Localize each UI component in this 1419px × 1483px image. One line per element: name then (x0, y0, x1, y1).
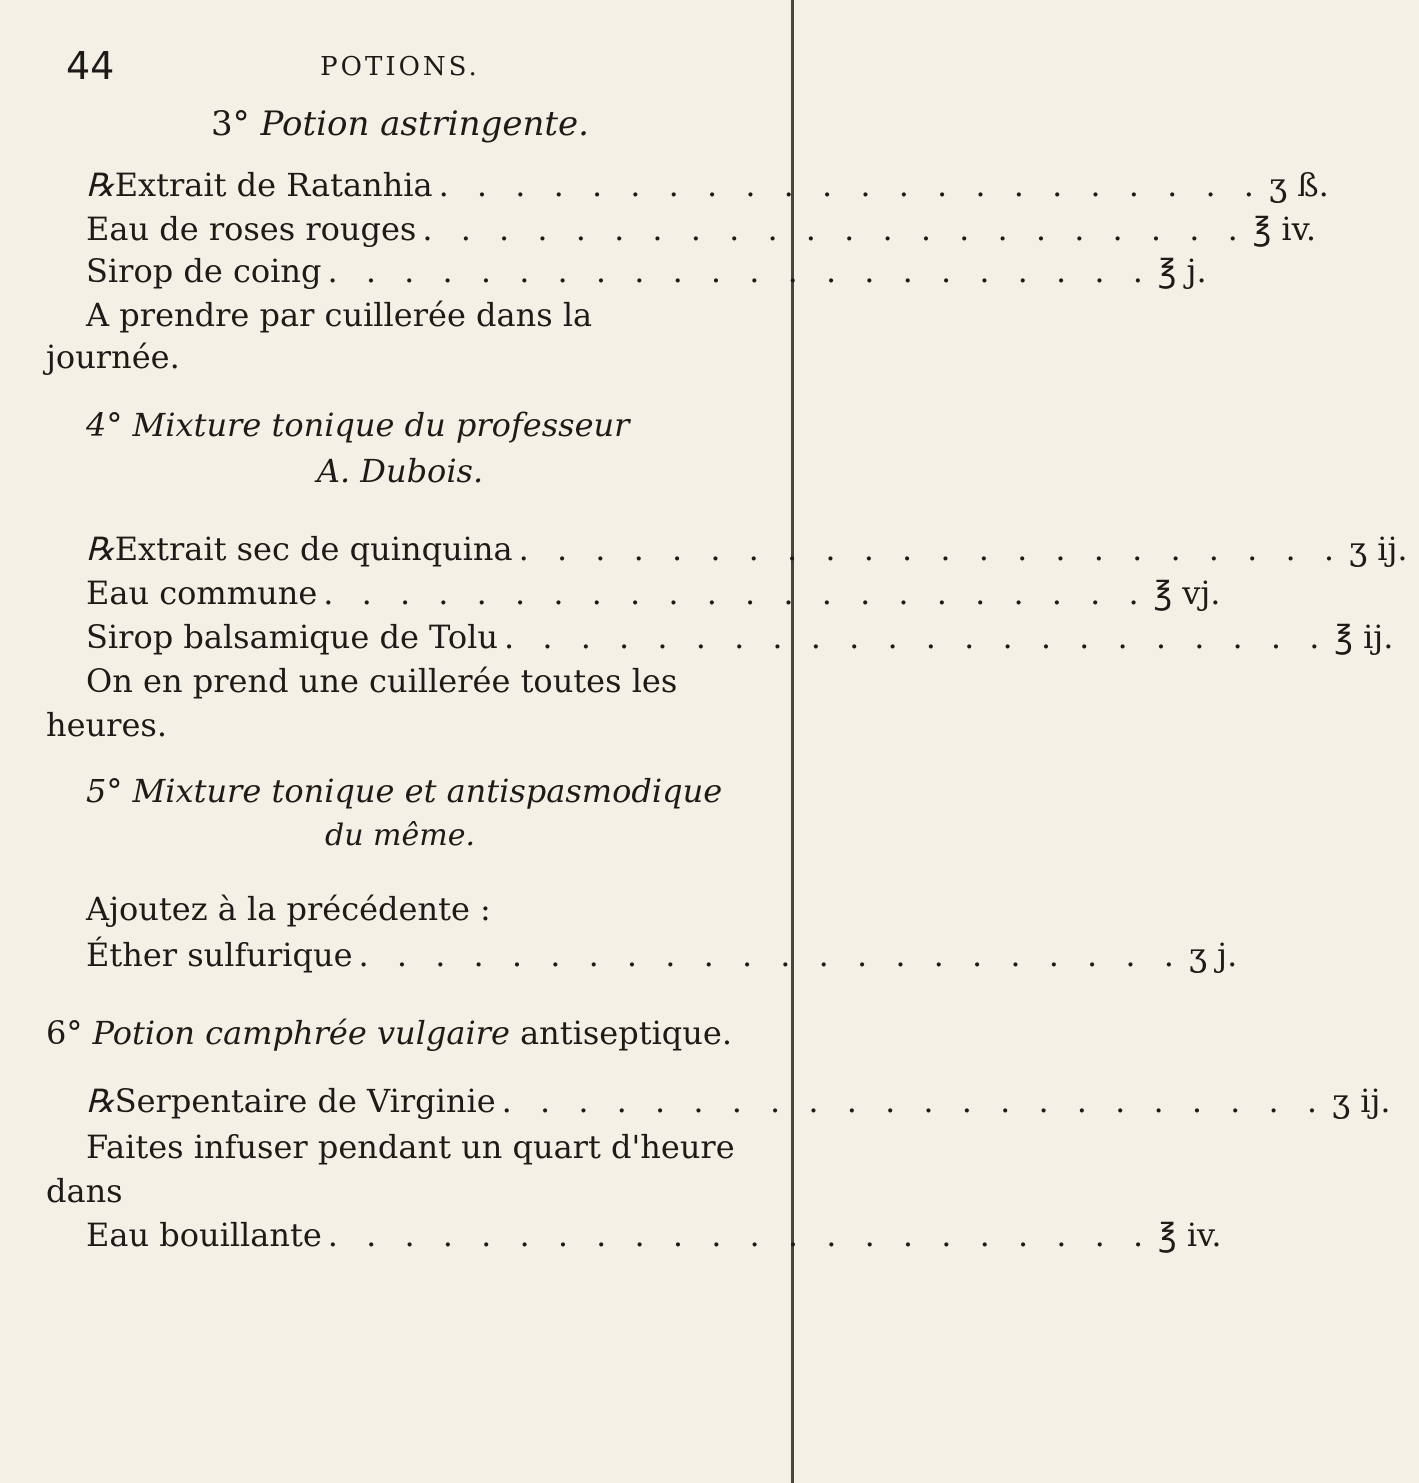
recipe-line (86, 166, 1329, 208)
instruction-text: heures. (46, 706, 167, 744)
dot-leader: . . . . . . . . . . . . . . . . . . . . . . (323, 574, 1148, 612)
ingredient-name: Eau de roses rouges (86, 210, 417, 248)
ingredient-name: Eau bouillante (86, 1216, 322, 1254)
instruction-text: dans (46, 1172, 123, 1210)
ingredient-quantity: ʒ ij. (1348, 530, 1408, 568)
dot-leader: . . . . . . . . . . . . . . . . . . . . . . (518, 530, 1343, 568)
recipe-line (86, 574, 1221, 616)
ingredient-name: Serpentaire de Virginie (114, 1082, 496, 1120)
section-3-title (0, 104, 800, 144)
ingredient-name: Sirop de coing (86, 252, 322, 290)
section-5-title: 5° Mixture tonique et antispasmodique (86, 772, 723, 810)
ingredient-quantity: ʒ ij. (1332, 1082, 1391, 1120)
ingredient-quantity: ʒ j. (1188, 936, 1238, 974)
ingredient-quantity: ℥ ij. (1334, 618, 1394, 656)
section-6-title (46, 1014, 746, 1052)
instruction-text: Faites infuser pendant un quart d'heure (86, 1128, 735, 1166)
recipe-symbol: ℞ (86, 1082, 115, 1120)
section-3-number: 3° (211, 104, 250, 144)
section-6-number: 6° (46, 1014, 83, 1052)
dot-leader: . . . . . . . . . . . . . . . . . . . . . . (501, 1082, 1327, 1120)
section-3-title-text: Potion astringente. (260, 104, 589, 144)
instruction-text: On en prend une cuillerée toutes les (86, 662, 678, 700)
instruction-text: A prendre par cuillerée dans la (86, 296, 593, 334)
dot-leader: . . . . . . . . . . . . . . . . . . . . . . (327, 252, 1152, 290)
section-4-title-line2: A. Dubois. (316, 452, 484, 490)
ingredient-name: Sirop balsamique de Tolu (86, 618, 499, 656)
ingredient-name: Extrait de Ratanhia (114, 166, 433, 204)
instruction-text: Ajoutez à la précédente : (86, 890, 491, 928)
ingredient-quantity: ʒ ß. (1268, 166, 1329, 204)
dot-leader: . . . . . . . . . . . . . . . . . . . . . . (422, 210, 1247, 248)
section-4-title: 4° Mixture tonique du professeur (86, 406, 630, 444)
recipe-line (86, 1216, 1222, 1258)
recipe-line (86, 936, 1238, 978)
ingredient-name: Extrait sec de quinquina (114, 530, 513, 568)
ingredient-quantity: ℥ iv. (1158, 1216, 1222, 1254)
dot-leader: . . . . . . . . . . . . . . . . . . . . . . (438, 166, 1263, 204)
ingredient-name: Éther sulfurique (86, 936, 353, 974)
page-header (0, 44, 800, 94)
section-5-title-line2: du même. (325, 818, 475, 853)
ingredient-quantity: ℥ vj. (1153, 574, 1221, 612)
dot-leader: . . . . . . . . . . . . . . . . . . . . . . (327, 1216, 1153, 1254)
dot-leader: . . . . . . . . . . . . . . . . . . . . . . (504, 618, 1329, 656)
section-6-title-italic: Potion camphrée vulgaire (92, 1014, 510, 1052)
ingredient-name: Eau commune (86, 574, 318, 612)
recipe-symbol: ℞ (86, 166, 115, 204)
ingredient-quantity: ℥ j. (1157, 252, 1207, 290)
recipe-line (86, 210, 1317, 252)
page-number: 44 (66, 44, 115, 88)
instruction-text: journée. (46, 338, 180, 376)
section-6-title-roman: antiseptique. (520, 1014, 732, 1052)
recipe-line (86, 530, 1408, 572)
recipe-line (86, 252, 1207, 294)
recipe-line (86, 618, 1394, 660)
recipe-line (86, 1082, 1391, 1124)
recipe-symbol: ℞ (86, 530, 115, 568)
dot-leader: . . . . . . . . . . . . . . . . . . . . . . (358, 936, 1183, 974)
running-head: POTIONS. (320, 52, 480, 82)
ingredient-quantity: ℥ iv. (1252, 210, 1317, 248)
